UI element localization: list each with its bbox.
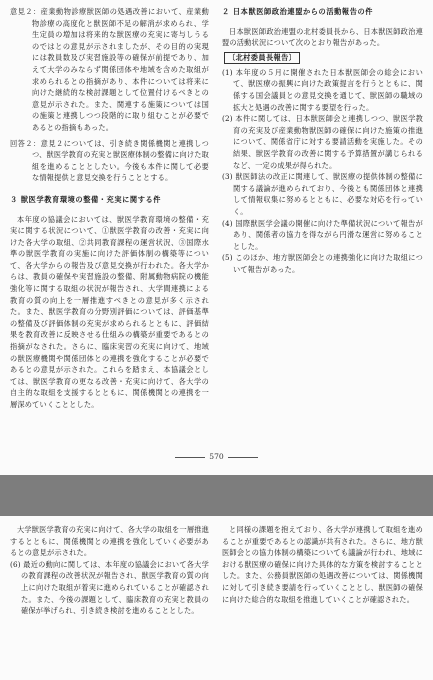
upper-left-column [10, 6, 209, 446]
report-item-2: (2) 本件に関しては、日本獣医師会と連携しつつ、獣医学教育の充実及び産業動物獣医師の確保に向けた施策の推進について、関係省庁に対する要請活動を実施した。その結果、獣医学教育の改善に関する予算措置が講じられるなど、一定の成果が得られた。 [222, 114, 423, 170]
report-item-4: (4) 国際獣医学会議の開催に向けた準備状況について報告があり、関係者の協力を得ながら円滑な運営に努めることとした。 [222, 218, 423, 251]
report-item-3: (3) 獣医師法の改正に関連して、獣医療の提供体制の整備に関する議論が進められており、今後とも関係団体と連携して情報収集に努めるとともに、必要な対応を行っていく。 [222, 172, 423, 216]
section-3-heading: ３ 獣医学教育環境の整備・充実に関する件 [10, 194, 162, 204]
report-item-1: (1) 本年度の５月に開催された日本獣医師会の総会において、獣医療の振興に向けた政策提言を行うとともに、関係する国会議員との意見交換を通じて、獣医師の職域の拡大と処遇の改善に関する要望を行った。 [222, 67, 423, 112]
lower-item-6: (6) 最近の動向に関しては、本年度の協議会において各大学の教育課程の改善状況が報告され、獣医学教育の質の向上に向けた取組が着実に進められていることが確認された。また、今後の課題として、臨床教育の充実と教員の確保が挙げられ、引き続き検討を進めることとした。 [10, 559, 209, 616]
lower-lead-paragraph: 大学獣医学教育の充実に向けて、各大学の取組を一層推進するとともに、関係機関との連携を強化していく必要があるとの意見が示された。 [10, 525, 209, 558]
lower-document-page [0, 516, 433, 680]
page-gap [0, 475, 433, 516]
page-number: 570 [209, 452, 224, 461]
upper-right-column [222, 6, 423, 446]
answer-2-paragraph: 回答２：意見２については、引き続き関係機関と連携しつつ、獣医学教育の充実と獣医療体制の整備に向けた取組を進めることとしたい。今後も本件に関して必要な情報提供と意見交換を行うこととする。 [10, 138, 209, 183]
section-2-intro: 日本獣医師政治連盟の北村委員長から、日本獣医師政治連盟の活動状況について次のとおり報告があった。 [222, 26, 423, 48]
report-box-label: 〔北村委員長報告〕 [224, 52, 300, 64]
lower-right-paragraph: と同様の課題を抱えており、各大学が連携して取組を進めることが重要であるとの認識が共有された。さらに、地方獣医師会との協力体制の構築についても議論が行われ、地域における獣医療の確保に向けた具体的な方策を検討することとした。また、公務員獣医師の処遇改善については、関係機関に対して引き続き要請を行っていくこととし、獣医師の確保に向けた総合的な取組を推進していくことが確認された。 [222, 525, 423, 604]
section-2-heading: ２ 日本獣医師政治連盟からの活動報告の件 [222, 7, 374, 16]
page-footer [0, 452, 433, 461]
opinion-2-paragraph: 意見２：産業動物診療獣医師の処遇改善において、産業動物診療の高度化と獣医師不足の解消が求められ、学生定員の増加は将来的な獣医療の充実に寄与しうるのではとの意見が示されましたが、その目的の実現には教員数及び実習施設等の確保が前提であり、加えて大学のみならず関係団体や地域を含めた取組が求められるとの指摘があり、本件については将来に向けた継続的な検討課題として位置付けるべきとの意見が示された。また、関連する施策については国の施策と連携しつつ段階的に取り組むことが必要であるとの指摘もあった。 [10, 7, 209, 132]
section-3-body: 本年度の協議会においては、獣医学教育環境の整備・充実に関する状況について、①獣医学教育の改善・充実に向けた各大学の取組、②共同教育課程の運営状況、③国際水準の獣医学教育の実施に向けた評価体制の構築等について、各大学からの報告及び意見交換が行われた。各大学からは、教員の確保や実習施設の整備、附属動物病院の機能強化等に関する取組の状況が報告され、大学間連携による教育の質の向上を一層推進すべきとの意見が多く示された。また、獣医学教育の分野別評価については、評価基準の整備及び評価体制の充実が求められるとともに、評価結果を教育改善に反映させる仕組みの構築が重要であるとの指摘がなされた。さらに、臨床実習の充実に向けて、地域の獣医療機関や関係団体との連携を強化することが必要であるとの意見が示された。これらを踏まえ、本協議会としては、獣医学教育の更なる改善・充実に向けて、各大学の自主的な取組を支援するとともに、関係機関との連携を一層深めていくこととした。 [10, 214, 209, 409]
lower-right-column [222, 524, 423, 680]
report-item-5: (5) このほか、地方獣医師会との連携強化に向けた取組について報告があった。 [222, 253, 423, 274]
lower-left-column [10, 524, 209, 680]
